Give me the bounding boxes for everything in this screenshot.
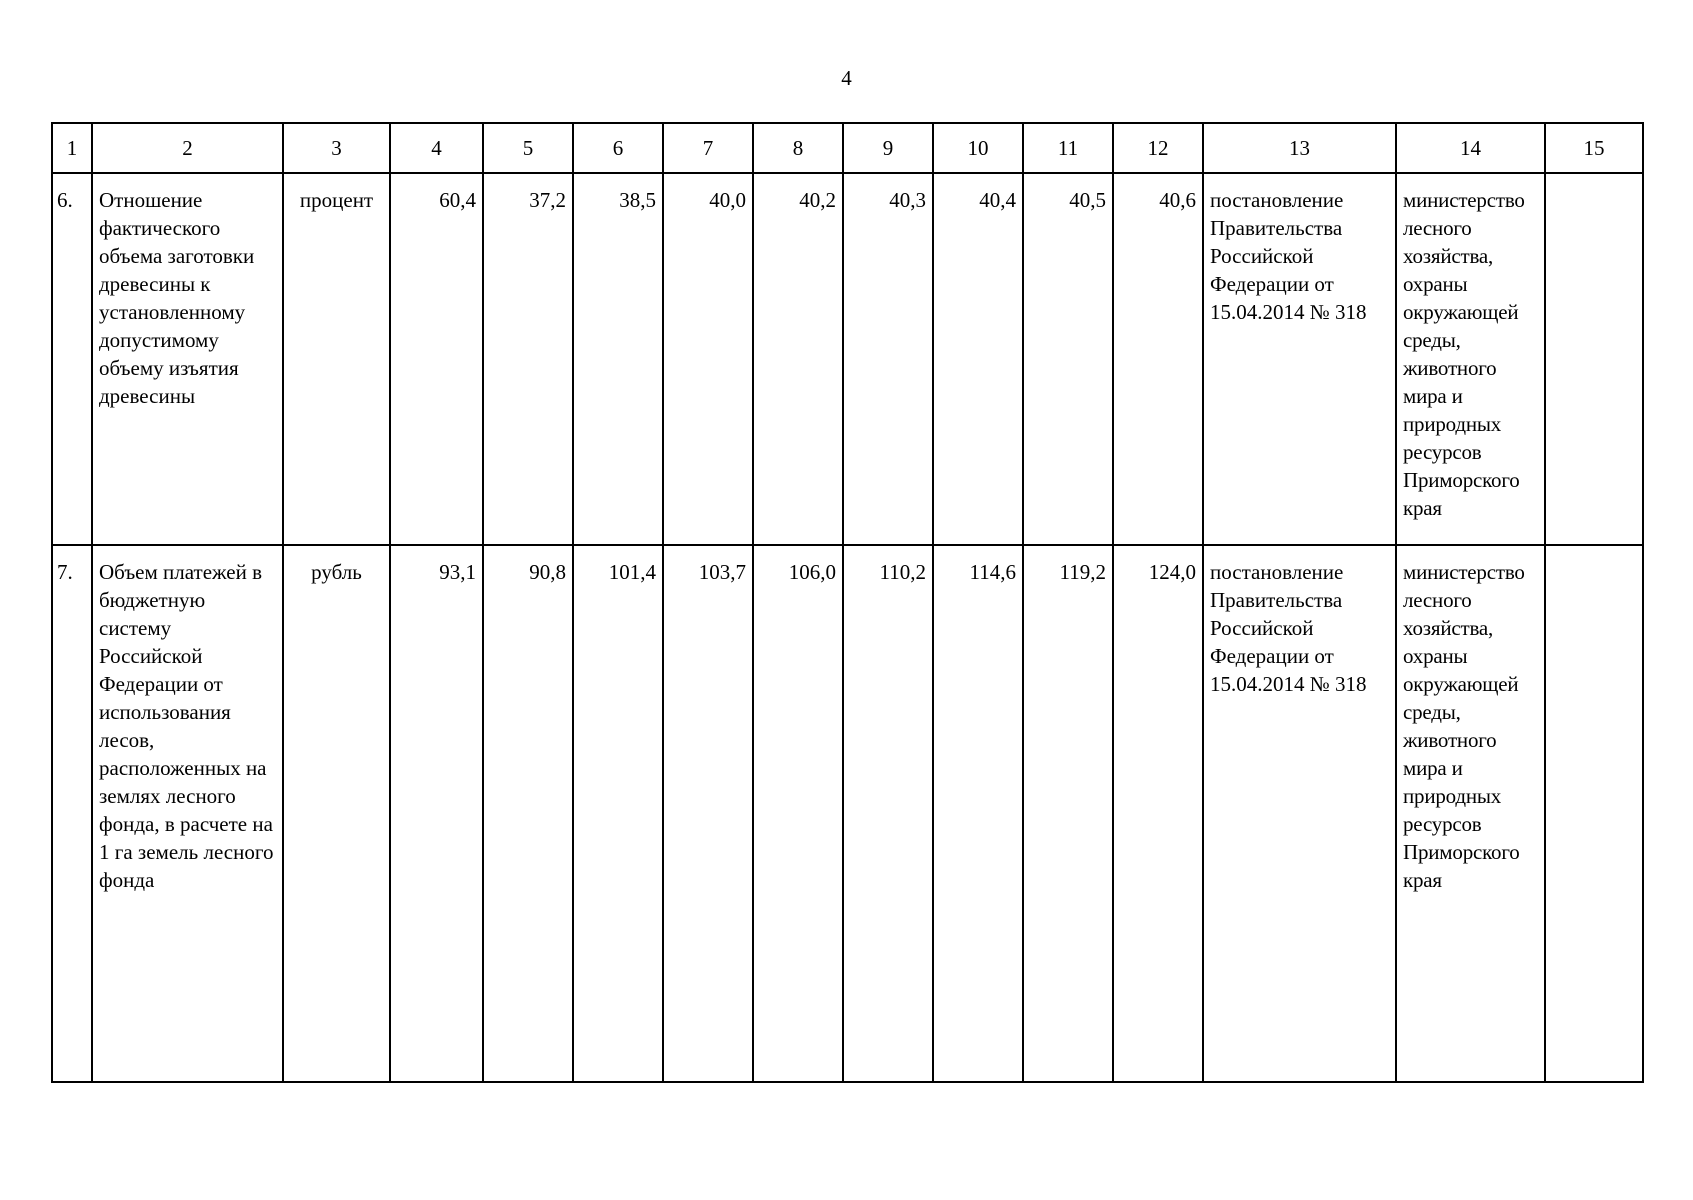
unit-cell: рубль xyxy=(283,545,390,1082)
source-cell: постановление Правительства Российской Федерации от 15.04.2014 № 318 xyxy=(1203,545,1396,1082)
column-header: 4 xyxy=(390,123,483,173)
column-header: 15 xyxy=(1545,123,1643,173)
indicators-table xyxy=(51,122,1644,1083)
value-cell: 38,5 xyxy=(573,173,663,545)
column-header: 6 xyxy=(573,123,663,173)
column-header: 3 xyxy=(283,123,390,173)
value-cell: 40,0 xyxy=(663,173,753,545)
column-header: 9 xyxy=(843,123,933,173)
column-header: 12 xyxy=(1113,123,1203,173)
row-index: 7. xyxy=(52,545,92,1082)
column-header: 8 xyxy=(753,123,843,173)
table-header-row xyxy=(52,123,1643,173)
value-cell: 103,7 xyxy=(663,545,753,1082)
indicator-name: Отношение фактического объема заготовки древесины к установленному допустимому объему изъятия древесины xyxy=(92,173,283,545)
value-cell: 40,6 xyxy=(1113,173,1203,545)
value-cell: 114,6 xyxy=(933,545,1023,1082)
value-cell: 101,4 xyxy=(573,545,663,1082)
value-cell: 40,4 xyxy=(933,173,1023,545)
column-header: 5 xyxy=(483,123,573,173)
source-cell: постановление Правительства Российской Федерации от 15.04.2014 № 318 xyxy=(1203,173,1396,545)
column-header: 1 xyxy=(52,123,92,173)
note-cell xyxy=(1545,545,1643,1082)
unit-cell: процент xyxy=(283,173,390,545)
value-cell: 60,4 xyxy=(390,173,483,545)
note-cell xyxy=(1545,173,1643,545)
table-row xyxy=(52,545,1643,1082)
responsible-cell: министерство лесного хозяйства, охраны окружающей среды, животного мира и природных ресурсов Приморского края xyxy=(1396,545,1545,1082)
column-header: 11 xyxy=(1023,123,1113,173)
column-header: 13 xyxy=(1203,123,1396,173)
column-header: 10 xyxy=(933,123,1023,173)
page-number: 4 xyxy=(841,66,852,90)
indicator-name: Объем платежей в бюджетную систему Российской Федерации от использования лесов, расположенных на землях лесного фонда, в расчете на 1 га земель лесного фонда xyxy=(92,545,283,1082)
row-index: 6. xyxy=(52,173,92,545)
value-cell: 40,2 xyxy=(753,173,843,545)
table-row xyxy=(52,173,1643,545)
value-cell: 124,0 xyxy=(1113,545,1203,1082)
value-cell: 37,2 xyxy=(483,173,573,545)
column-header: 2 xyxy=(92,123,283,173)
column-header: 14 xyxy=(1396,123,1545,173)
value-cell: 106,0 xyxy=(753,545,843,1082)
value-cell: 40,3 xyxy=(843,173,933,545)
value-cell: 90,8 xyxy=(483,545,573,1082)
value-cell: 40,5 xyxy=(1023,173,1113,545)
value-cell: 110,2 xyxy=(843,545,933,1082)
value-cell: 93,1 xyxy=(390,545,483,1082)
column-header: 7 xyxy=(663,123,753,173)
value-cell: 119,2 xyxy=(1023,545,1113,1082)
responsible-cell: министерство лесного хозяйства, охраны окружающей среды, животного мира и природных ресурсов Приморского края xyxy=(1396,173,1545,545)
